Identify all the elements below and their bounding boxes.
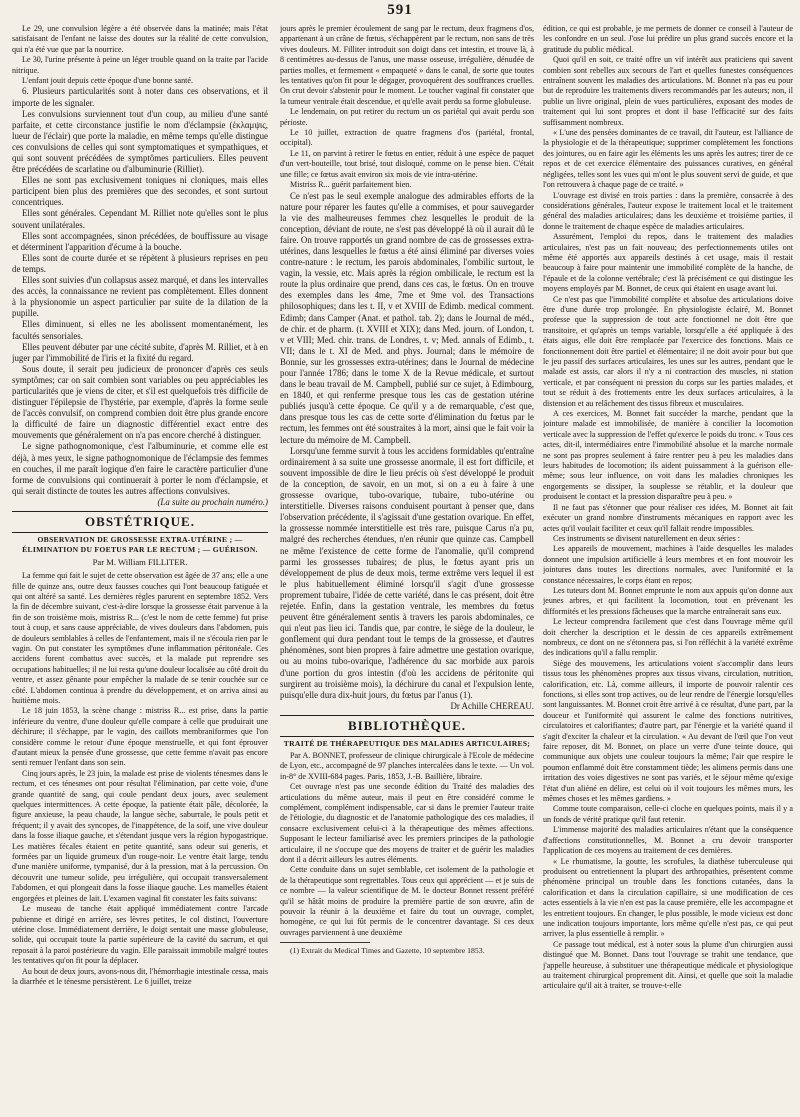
paragraph: Le museau de tanche était appliqué immédiatement contre l'arcade pubienne et dirigé en arrière, ses lèvres petites, le col distinct, l'ouverture utérine close. Immédiatement derrière, le doigt sentait une masse globuleuse, solide, qui occupait toute la partie supérieure de la cavité du sacrum, et qui reposait à la paroi postérieure du vagin. Elle paraissait immobile malgré toutes les tentatives qu'on fit pour la déplacer. (12, 904, 268, 966)
paragraph: Ce n'est pas que l'immobilité complète et absolue des articulations doive être d'une durée trop prolongée. En physiologiste éclairé, M. Bonnet professe que la suppression de tout acte fonctionnel ne doit être que transitoire, et qu'après un temps variable, lorsqu'elle a été appliquée à des états aigus, elle doit être remplacée par l'exercice des fonctions. Mais ce fonctionnement doit être partiel et élémentaire; il ne doit avoir pour but que le jeu passif des surfaces articulaires, les unes sur les autres, pendant que le malade est assis, car alors il n'y a ni contraction des muscles, ni station verticale, et par conséquent ni pression du corps sur les parties malades, et tout se réduit à des frottements entre les deux surfaces articulaires, à la distension et au relâchement des tissus fibreux et musculaires. (543, 294, 793, 408)
paragraph: Les convulsions surviennent tout d'un coup, au milieu d'une santé parfaite, et cette circonstance justifie le nom d'éclampsie (ἐκλαμψις, lueur de l'éclair) que porte la maladie, en même temps qu'elle distingue ces convulsions de celles qui sont symptomatiques et sympathiques, et qui sont souvent précédées de symptômes particuliers. Elles peuvent être précédées de scarlatine ou d'albuminurie (Rilliet). (12, 108, 268, 175)
paragraph: Cette conduite dans un sujet semblable, cet isolement de la pathologie et de la thérapeutique sont regrettables. Tous ceux qui apprécient — et je suis de ce nombre — la valeur scientifique de M. le docteur Bonnet ressent préféré qu'il se hâtât moins de produire la première partie de son œuvre, afin de pouvoir la réunir à la deuxième et faire du tout un ouvrage, complet, homogène, ce qui lui fût permis de le concentrer davantage. Si ces deux ouvrages parviennent à une deuxième (280, 865, 534, 937)
paragraph: Sous doute, il serait peu judicieux de prononcer d'après ces seuls symptômes; car on sait combien sont variables ou peu appréciables les particularités que je viens de citer, et s'il est quelquefois très difficile de distinguer l'épilepsie de l'hystérie, par exemple, d'après la forme seule de l'accès convulsif, on comprend combien doit être plus grande encore la difficulté de faire un diagnostic différentiel exact entre des mouvements que généralement on n'a pas encore cherché à distinguer. (12, 363, 268, 441)
paragraph: Assurément, l'emploi du repos, dans le traitement des maladies articulaires, n'est pas un fait nouveau; des perfectionnements utiles ont même été apportés aux appareils destinés à cet usage, mais il restait beaucoup à faire pour maintenir une immobilité complète de la hanche, de l'épaule et de la colonne vertébrale; c'est là précisément ce qui distingue les moyens employés par M. Bonnet, de ceux qui étaient en usage avant lui. (543, 232, 793, 294)
footnote-divider (280, 942, 370, 943)
section-title-obstetrique: OBSTÉTRIQUE. (12, 511, 268, 533)
paragraph: Cet ouvrage n'est pas une seconde édition du Traité des maladies des articulations du même auteur, mais il peut en être considéré comme le complément, complément indispensable, car si dans le premier l'auteur traite de l'étiologie, du diagnostic et de l'anatomie pathologique des ces maladies, il consacre exclusivement celui-ci à la thérapeutique des mêmes affections. Supposant le lecteur familiarisé avec les premiers principes de la pathologie articulaire, il ne s'occupe que des moyens de traiter et de guérir les maladies dont il a décrit ailleurs les autres éléments. (280, 782, 534, 864)
paragraph: Elles ne sont pas exclusivement toniques ni cloniques, mais elles participent bien plus des premières que des secondes, et sont surtout concentriques. (12, 175, 268, 208)
paragraph: édition, ce qui est probable, je me permets de donner ce conseil à l'auteur de les confondre en un seul. J'ose lui prédire un plus grand succès encore et la gratitude du public médical. (543, 24, 793, 54)
paragraph: « L'une des pensées dominantes de ce travail, dit l'auteur, est l'alliance de la physiologie et de la thérapeutique; supprimer complètement les fonctions des jointures, ou en faire agir les éléments les uns après les autres; tirer de ce repos et de cet exercice élémentaire des puissances curatives, en général négligées, telles sont les vues qui m'ont le plus souvent servi de guide, et que l'on retrouvera à chaque page de ce traité. » (543, 128, 793, 190)
paragraph: Siège des mouvemens, les articulations voient s'accomplir dans leurs tissus tous les phénomènes propres aux tissus vivans, circulation, nutrition, calorification, etc. Là, comme ailleurs, il importe de pouvoir ralentir ces fonctions, si elles sont trop actives, ou de leur rendre de l'énergie lorsqu'elles sont languissantes. M. Bonnet croit être arrivé à ce résultat, d'une part, par la douceur et l'uniformité qui assurent le calme des fonctions nutritives, circulatoires et calorifiantes; d'autre part, par l'énergie et la variété quand il s'agit d'exciter la chaleur et la circulation. « Au devant de l'œil que l'on veut faire reposer, dit M. Bonnet, on place un verre d'une teinte douce, qui communique aux objets une couleur toujours la même; l'air que respire le poumon enflammé doit être constamment tiède; les alimens permis dans une irritation des voies digestives ne sont pas variés, et le séjour même qu'exige l'état d'un aliéné en délire, est celui où il voit toujours les mêmes murs, les mêmes choses et les mêmes gardiens. » (543, 658, 793, 804)
paragraph: 6. Plusieurs particularités sont à noter dans ces observations, et il importe de les signaler. (12, 86, 268, 108)
review-title: TRAITÉ DE THÉRAPEUTIQUE DES MALADIES ARTICULAIRES; (283, 738, 531, 748)
paragraph: Le 10 juillet, extraction de quatre fragmens d'os (pariétal, frontal, occipital). (280, 128, 534, 148)
paragraph: Il ne faut pas s'étonner que pour réaliser ces idées, M. Bonnet ait fait exécuter un grand nombre d'instruments mécaniques en rapport avec les actes qu'il voulait faciliter et ceux qu'il fallait rendre impossibles. (543, 502, 793, 533)
author-signature: Dr Achille CHEREAU. (450, 700, 534, 711)
footnote: (1) Extrait du Medical Times and Gazette, 10 septembre 1853. (290, 946, 485, 956)
continuation-note: (La suite au prochain numéro.) (157, 496, 268, 507)
paragraph: Le 30, l'urine présente à peine un léger trouble quand on la traite par l'acide nitrique. (12, 55, 268, 75)
paragraph: La femme qui fait le sujet de cette observation est âgée de 37 ans; elle a une fille de quinze ans, outre deux fausses couches qui l'ont beaucoup fatiguée et qui ont altéré sa santé. Les dernières règles parurent en septembre 1852. Vers la fin de décembre suivant, c'est-à-dire lorsque la grossesse était parvenue à la fin de son troisième mois, mistriss R... (c'est le nom de cette femme) fut prise tout à coup, et sans cause appréciable, de vives douleurs dans l'abdomen, puis de douleurs semblables à celles de l'enfantement, mais il ne s'écoula rien par le vagin. On put constater les symptômes d'une inflammation péritonéale. Ces accidens furent combattus avec succès, et la malade put reprendre ses occupations habituelles; il ne lui resta qu'une douleur localisée au côté droit du ventre, et assez gênante pour empêcher la malade de se tenir couchée sur ce côté. L'abdomen continua à prendre du développement, et on arriva ainsi au huitième mois. (12, 571, 268, 705)
paragraph: Le 29, une convulsion légère a été observée dans la matinée; mais l'état satisfaisant de l'enfant ne laisse des doutes sur la réalité de cette convulsion, qui n'a été vue que par la nourrice. (12, 24, 268, 54)
paragraph: Cinq jours après, le 23 juin, la malade est prise de violents ténesmes dans le rectum, et ces ténesmes ont pour résultat l'élimination, par cette voie, d'une grande quantité de sang, qui coule pendant deux jours, avec seulement quelques intermittences. A cette époque, la patiente était pâle, décolorée, la figure anxieuse, la peau chaude, la langue sèche, saburrale, le pouls petit et fréquent; il y avait des syncopes, de l'inappétence, de la soif, une vive douleur dans la fosse iliaque gauche, et s'étendant jusque vers la région hypogastrique. Les matières fécales étaient en petite quantité, sans odeur sui generis, et formées par un liquide grumeux d'un rouge-noir. Le ventre était large, tendu d'une manière uniforme, tympanisé, dur à la pression, mat à la percussion. On découvrit une tumeur solide, peu irrégulière, qui occupait transversalement l'abdomen, et qui plongeait dans la fosse iliaque gauche. Les mamelles étaient engorgées et pleines de lait. L'examen vaginal fit constater les faits suivans: (12, 768, 268, 903)
paragraph: Le 18 juin 1853, la scène change : mistriss R... est prise, dans la partie inférieure du ventre, d'une douleur qu'elle compare à celle que produirait une déchirure; il s'échappe, par le vagin, des caillots membraniformes que l'on considère comme le retour d'une époque menstruelle, et qui font éprouver d'autant mieux la pensée d'une grossesse, que cette femme n'avait pas encore senti remuer l'enfant dans son sein. (12, 706, 268, 768)
paragraph: Comme toute comparaison, celle-ci cloche en quelques points, mais il y a un fonds de vérité pratique qu'il faut retenir. (543, 804, 793, 824)
paragraph: Elles diminuent, si elles ne les abolissent momentanément, les facultés sensoriales. (12, 319, 268, 341)
column-left (12, 24, 268, 1112)
paragraph: « Le rhumatisme, la goutte, les scrofules, la diathèse tuberculeuse qui produisent ou entretiennent la plupart des arthropathies, présentent comme phénomène principal un trouble dans les fonctions cutanées, dans la calorification et dans la circulation capillaire, si une modification de ces actes essentiels à la vie n'en est pas la cause première, elle les accompagne et les entretient toujours. En changer, le plus possible, le mode vicieux est donc une indication toujours importante, lors même qu'elle n'est pas, ce qui peut arriver, la plus essentielle à remplir. » (543, 856, 793, 939)
paragraph: Elles sont accompagnées, sinon précédées, de bouffissure au visage et déterminent l'apparition d'écume à la bouche. (12, 230, 268, 252)
paragraph: Les tuteurs dont M. Bonnet emprunte le nom aux appuis qu'on donne aux jeunes arbres, et qui facilitent la locomotion, tout en prévenant les difformités et les pressions fâcheuses que la marche entraînerait sans eux. (543, 585, 793, 616)
paragraph: A ces exercices, M. Bonnet fait succéder la marche, pendant que la jointure malade est immobilisée, de manière à concilier la locomotion verticale avec la suppression de l'effet qu'exerce le poids du tronc. « Tous ces actes, dit-il, intermédiaires entre l'immobilité absolue et la marche normale ne sont pas propres seulement à faire rentrer peu à peu les maladies dans leurs habitudes de locomotion; ils aident puissamment à la guérison elle-même; sous leur influence, on voit dans les maladies chroniques les engorgements se dissiper, la souplesse se rétablir, et la douleur que produisent le contact et la pression disparaître peu à peu. » (543, 409, 793, 502)
paragraph: Elles peuvent débuter par une cécité subite, d'après M. Rilliet, et à en juger par l'immobilité de l'iris et la fixité du regard. (12, 341, 268, 363)
paragraph: Ce passage tout médical, est à noter sous la plume d'un chirurgien aussi distingué que M. Bonnet. Dans tout l'ouvrage se trahit une tendance, que j'appelle heureuse, à substituer une thérapeutique médicale et physiologique au traitement chirurgical proprement dit. Ainsi, et quelle que soit la maladie articulaire qu'il ait à traiter, se trouve-t-elle (543, 939, 793, 991)
paragraph: Elles sont générales. Cependant M. Rilliet note qu'elles sont le plus souvent unilatérales. (12, 208, 268, 230)
paragraph: Le lecteur comprendra facilement que c'est dans l'ouvrage même qu'il doit chercher la description et le dessin de ces appareils extrêmement nombreux, ce dont on ne s'étonnera pas, si l'on réfléchit à la variété extrême des indications qu'il a fallu remplir. (543, 617, 793, 658)
paragraph: L'immense majorité des maladies articulaires n'étant que la conséquence d'affections constitutionnelles, M. Bonnet a cru devoir transporter l'application de ces moyens au traitement de ces dernières. (543, 825, 793, 856)
paragraph: Ce n'est pas le seul exemple analogue des admirables efforts de la nature pour réparer les fautes qu'elle a commises, et pour sauvegarder la vie des malheureuses femmes chez lesquelles le produit de la conception, déviant de route, ne s'est pas développé là où il aurait dû le faire. On trouve rapportés un grand nombre de cas de grossesses extra-utérines, dans lesquelles le fœtus a été ainsi éliminé par diverses voies contre-nature : le rectum, les parois abdominales, l'ombilic surtout, le vagin, la vessie, etc. Mais après la région ombilicale, le rectum est la route la plus ordinaire que prend, dans ces cas, le fœtus. On en trouve des exemples dans les 4me, 7me et 9me vol. des Transactions philosophiques; dans les t. II, v et XVIII de Edimb. medical comment. Edimb; dans Camper (Anat. et pathol. tab. 2); dans le Journal de méd., de chir. et de pharm. (t. XVIII et XIX); dans Med. journ. of London, t. v et VIII; Med. chir. trans. de Londres, t. v; Med. annals of Edimb., t. VII; dans le t. XI de Med. and phys. Journal; dans le mémoire de Bonnie, sur les grossesses extra-utérines; dans le Journal de médecine pour l'année 1786; dans le tome X de la Revue médicale, et surtout dans le beau travail de M. Campbell, publié sur ce sujet, à Edimbourg, en 1840, et qui renferme presque tous les cas de gestation utérine publiés jusqu'à cette époque. Ce qu'il y a de remarquable, c'est que, dans presque tous les cas de cette sorte d'élimination du fœtus par le rectum, les femmes ont été soustraites à la mort, ainsi que le fait voir la lecture du mémoire de M. Campbell. (280, 190, 534, 445)
paragraph: Mistriss R... guérit parfaitement bien. (290, 180, 412, 190)
paragraph: Lorsqu'une femme survit à tous les accidens formidables qu'entraîne ordinairement à sa suite une grossesse anormale, il est fort difficile, et souvent impossible de dire le lieu précis où s'est développé le produit de la conception, de savoir, en un mot, si on a eu à faire à une grossesse ovarique, tubo-ovarique, tubaire, tubo-utérine ou interstitielle. Diverses raisons conduisent pourtant à penser que, dans l'observation précédente, il s'agissait d'une gestation ovarique. En effet, la grossesse nommée interstitielle est très rare, puisque Carus n'a pu, malgré des recherches étendues, n'en réunir que quinze cas. Campbell ne même l'existence de cette forme de l'anomalie, qu'il comprend parmi les grossesses tubaires; de plus, le fœtus ayant pris un développement de plus de deux mois, terme extrême vers lequel il est le plus habituellement éliminé lorsqu'il s'agit d'une grossesse proprement tubaire, l'idée de cette variété, dans le cas présent, doit être rejetée. Enfin, dans la gestation ventrale, les membres du fœtus peuvent être généralement sentis à travers les parois abdominales, ce qui n'eut pas lieu ici. Tandis que, par contre, le siège de la douleur, le gonflement qui dura pendant tout le temps de la grossesse, et d'autres phénomènes, sont bien propres à faire admettre une gestation ovarique, ou au moins tubo-ovarique, l'adhérence du sac morbide aux parois d'une portion du gros intestin (d'où les accidens de péritonite qui surgirent au troisième mois), la déchirure du canal et l'expulsion lente, puisqu'elle dura dix-huit jours, du fœtus par l'anus (1). (280, 445, 534, 700)
paragraph: Les appareils de mouvement, machines à l'aide desquelles les malades donnent une impulsion artificielle à leurs membres et en font mouvoir les jointures dans toutes les directions normales, avec l'uniformité et la constance nécessaires, le corps étant en repos; (543, 544, 793, 585)
paragraph: Ces instruments se divisent naturellement en deux séries : (553, 533, 741, 543)
article-title: OBSERVATION DE GROSSESSE EXTRA-UTÉRINE ; — ÉLIMINATION DU FOETUS PAR LE RECTUM ; — GUÉRISON. (22, 535, 258, 554)
section-title-bibliotheque: BIBLIOTHÈQUE. (280, 715, 534, 737)
paragraph: Le 11, on parvint à retirer le fœtus en entier, réduit à une espèce de paquet d'un vert-bouteille, tout brisé, tout disloqué, comme on le pense bien. C'était une fille; ce fœtus avait environ six mois de vie intra-utérine. (280, 148, 534, 179)
paragraph: Le lendemain, on put retirer du rectum un os pariétal qui avait perdu son périoste. (280, 107, 534, 127)
page-number: 591 (387, 2, 413, 18)
paragraph: Le signe pathognomonique, c'est l'albuminurie, et comme elle est déjà, à mes yeux, le signe pathognomonique de l'éclampsie des femmes en couches, il me paraît logique d'en faire le caractère particulier d'une forme de convulsions qui continuerait à porter le nom d'éclampsie, et qui serait distincte de toutes les autres affections convulsives. (12, 441, 268, 496)
paragraph: L'ouvrage est divisé en trois parties : dans la première, consacrée à des considérations générales, l'auteur expose le traitement local et le traitement général des maladies articulaires; dans les deuxième et troisième parties, il donne le traitement de chaque espèce de maladies articulaires. (543, 190, 793, 231)
column-middle (280, 24, 534, 1112)
paragraph: Quoi qu'il en soit, ce traité offre un vif intérêt aux praticiens qui savent combien sont rebelles aux secours de l'art et quelles funestes conséquences entraînent souvent les maladies des articulations. M. Bonnet n'a pas eu pour but de reproduire les traitements divers recommandés par les auteurs; non, il publie un livre original, plein de vues particulières, exposant des modes de traitement qui lui sont propres et dont il base l'efficacité sur des faits suffisamment nombreux. (543, 55, 793, 127)
paragraph: Elles sont de courte durée et se répètent à plusieurs reprises en peu de temps. (12, 252, 268, 274)
paragraph: L'enfant jouit depuis cette époque d'une bonne santé. (22, 76, 194, 86)
paragraph: jours après le premier écoulement de sang par le rectum, deux fragmens d'os, appartenant à un crâne de fœtus, s'échappèrent par le rectum, non sans de très vives douleurs. M. Filliter introduit son doigt dans cet intestin, et trouve là, à 8 centimètres au-dessus de l'anus, une masse osseuse, irrégulière, dénudée de parties molles, et fermement « empaqueté » dans le canal, de sorte que toutes les tentatives qu'on fit pour le dégager, provoquèrent des souffrances cruelles. On crut devoir s'abstenir pour le moment. Le toucher vaginal fit constater que la tumeur ventrale était descendue, et qu'elle avait perdu sa forme globuleuse. (280, 24, 534, 106)
article-byline: Par M. William FILLITER. (92, 557, 188, 567)
book-reference: Par A. BONNET, professeur de clinique chirurgicale à l'Ecole de médecine de Lyon, etc., accompagné de 97 planches intercalées dans le texte. — Un vol. in-8° de XVIII-684 pages. Paris, 1853, J.-B. Baillière, libraire. (280, 750, 534, 781)
paragraph: Elles sont suivies d'un collapsus assez marqué, et dans les intervalles des accès, la connaissance ne revient pas complètement. Elles donnent à la physionomie un aspect particulier par suite de la dilation de la pupille. (12, 275, 268, 319)
column-right (543, 24, 793, 1112)
paragraph: Au bout de deux jours, avons-nous dit, l'hémorrhagie intestinale cessa, mais la diarrhée et le ténesme persistèrent. Le 6 juillet, treize (12, 966, 268, 986)
